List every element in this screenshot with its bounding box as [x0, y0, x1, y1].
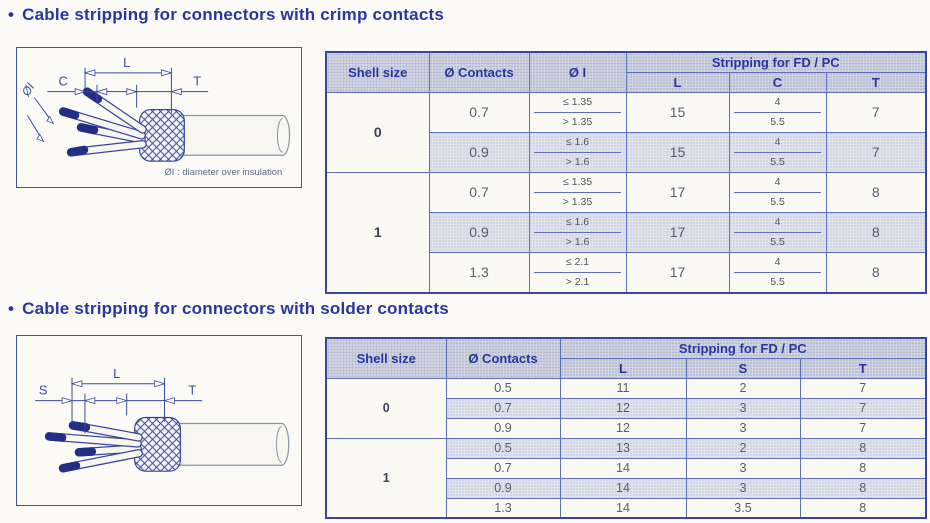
- crimp-stripping-diagram: [16, 47, 302, 188]
- crimp-table-wrap: [325, 51, 927, 294]
- l-value-cell: 17: [626, 172, 729, 212]
- t-value-cell: 8: [826, 172, 926, 212]
- solder-cable-drawing: [17, 336, 300, 504]
- shell-size-cell: 1: [326, 172, 429, 293]
- wires: [49, 425, 138, 468]
- contacts-diameter-cell: 0.9: [429, 212, 529, 252]
- crimp-table-body: [326, 92, 926, 293]
- insulation-diameter-cell: ≤ 1.35 > 1.35: [529, 172, 626, 212]
- section-title-crimp: [8, 5, 444, 25]
- header-stripping-group: Stripping for FD / PC: [626, 52, 926, 72]
- dim-label-l: L: [123, 54, 131, 70]
- l-value-cell: 13: [560, 438, 686, 458]
- insulation-diameter-cell: ≤ 1.35 > 1.35: [529, 92, 626, 132]
- header-contacts-diameter: Ø Contacts: [446, 338, 560, 378]
- dim-label-s: S: [38, 382, 48, 398]
- t-value-cell: 7: [826, 132, 926, 172]
- dim-label-l: L: [113, 365, 121, 381]
- section-title-crimp-text: Cable stripping for connectors with crimp contacts: [22, 5, 444, 24]
- s-value-cell: 3: [686, 478, 800, 498]
- header-l: L: [626, 72, 729, 92]
- header-s: S: [686, 358, 800, 378]
- section-title-solder: [8, 299, 449, 319]
- solder-table-wrap: [325, 337, 927, 519]
- l-value-cell: 14: [560, 498, 686, 518]
- header-t: T: [826, 72, 926, 92]
- header-l: L: [560, 358, 686, 378]
- l-value-cell: 15: [626, 132, 729, 172]
- wires: [63, 92, 142, 153]
- c-value-cell: 4 5.5: [729, 92, 826, 132]
- c-value-cell: 4 5.5: [729, 132, 826, 172]
- c-value-cell: 4 5.5: [729, 172, 826, 212]
- shell-size-cell: 0: [326, 92, 429, 172]
- table-row: [326, 92, 926, 132]
- l-value-cell: 17: [626, 252, 729, 293]
- insulation-diameter-cell: ≤ 1.6 > 1.6: [529, 212, 626, 252]
- t-value-cell: 8: [800, 458, 926, 478]
- header-contacts-diameter: Ø Contacts: [429, 52, 529, 92]
- contacts-diameter-cell: 0.5: [446, 438, 560, 458]
- shell-size-cell: 1: [326, 438, 446, 518]
- header-shell-size: Shell size: [326, 338, 446, 378]
- dim-label-t: T: [188, 382, 197, 398]
- t-value-cell: 8: [800, 478, 926, 498]
- table-row: [326, 438, 926, 458]
- insulation-diameter-cell: ≤ 2.1 > 2.1: [529, 252, 626, 293]
- s-value-cell: 2: [686, 378, 800, 398]
- header-insulation-diameter: Ø I: [529, 52, 626, 92]
- table-row: [326, 172, 926, 212]
- l-value-cell: 14: [560, 478, 686, 498]
- section-title-solder-text: Cable stripping for connectors with solder contacts: [22, 299, 449, 318]
- header-stripping-group: Stripping for FD / PC: [560, 338, 926, 358]
- contacts-diameter-cell: 0.9: [446, 478, 560, 498]
- s-value-cell: 3: [686, 458, 800, 478]
- s-value-cell: 3: [686, 418, 800, 438]
- solder-stripping-diagram: [16, 335, 302, 506]
- t-value-cell: 8: [826, 252, 926, 293]
- contacts-diameter-cell: 0.7: [446, 398, 560, 418]
- header-c: C: [729, 72, 826, 92]
- t-value-cell: 7: [800, 398, 926, 418]
- c-value-cell: 4 5.5: [729, 212, 826, 252]
- cable-jacket: [180, 116, 289, 156]
- crimp-table: [325, 51, 927, 294]
- contacts-diameter-cell: 0.7: [429, 92, 529, 132]
- l-value-cell: 14: [560, 458, 686, 478]
- contacts-diameter-cell: 1.3: [429, 252, 529, 293]
- l-value-cell: 12: [560, 398, 686, 418]
- contacts-diameter-cell: 0.7: [429, 172, 529, 212]
- shell-size-cell: 0: [326, 378, 446, 438]
- contacts-diameter-cell: 0.9: [429, 132, 529, 172]
- table-row: [326, 378, 926, 398]
- bullet-icon: •: [8, 299, 15, 318]
- dim-label-t: T: [193, 73, 202, 89]
- insulation-diameter-cell: ≤ 1.6 > 1.6: [529, 132, 626, 172]
- t-value-cell: 8: [800, 438, 926, 458]
- dim-label-c: C: [58, 73, 68, 89]
- s-value-cell: 3: [686, 398, 800, 418]
- t-value-cell: 8: [826, 212, 926, 252]
- oi-label: ØI: [18, 80, 38, 99]
- cable-jacket: [176, 423, 288, 465]
- t-value-cell: 7: [800, 378, 926, 398]
- header-t: T: [800, 358, 926, 378]
- l-value-cell: 17: [626, 212, 729, 252]
- contacts-diameter-cell: 0.9: [446, 418, 560, 438]
- s-value-cell: 2: [686, 438, 800, 458]
- t-value-cell: 7: [826, 92, 926, 132]
- l-value-cell: 11: [560, 378, 686, 398]
- contacts-diameter-cell: 1.3: [446, 498, 560, 518]
- header-shell-size: Shell size: [326, 52, 429, 92]
- solder-table-body: [326, 378, 926, 518]
- t-value-cell: 8: [800, 498, 926, 518]
- bullet-icon: •: [8, 5, 15, 24]
- t-value-cell: 7: [800, 418, 926, 438]
- braid-shield: [140, 110, 185, 162]
- c-value-cell: 4 5.5: [729, 252, 826, 293]
- diagram-note: ØI : diameter over insulation: [164, 166, 283, 178]
- l-value-cell: 15: [626, 92, 729, 132]
- s-value-cell: 3.5: [686, 498, 800, 518]
- crimp-cable-drawing: [17, 48, 300, 186]
- solder-table: [325, 337, 927, 519]
- contacts-diameter-cell: 0.7: [446, 458, 560, 478]
- contacts-diameter-cell: 0.5: [446, 378, 560, 398]
- l-value-cell: 12: [560, 418, 686, 438]
